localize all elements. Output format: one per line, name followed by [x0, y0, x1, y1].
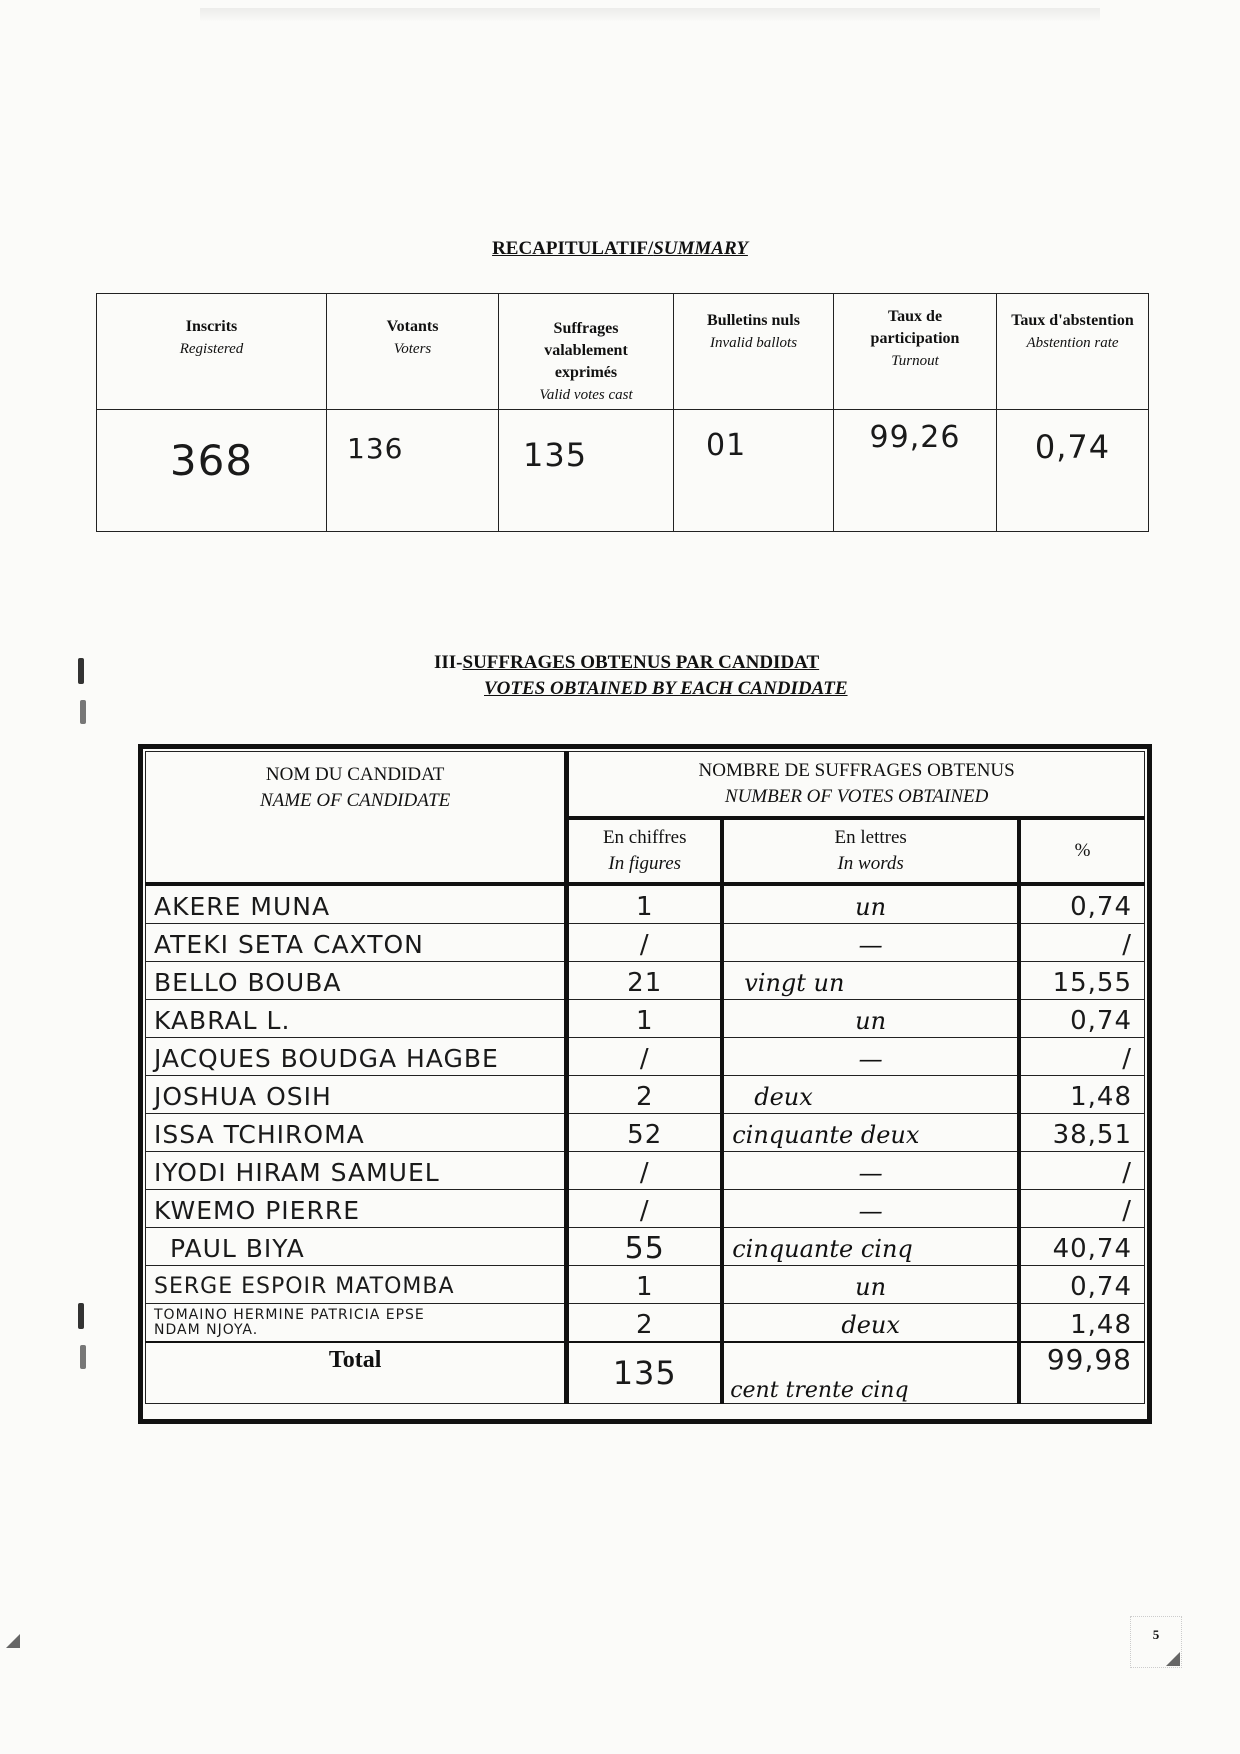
candidate-votes-figures: 2 — [567, 1076, 722, 1114]
candidate-name: SERGE ESPOIR MATOMBA — [146, 1266, 567, 1304]
candidate-votes-figures: 52 — [567, 1114, 722, 1152]
candidate-percent: 0,74 — [1019, 884, 1144, 924]
header-fr: Taux de participation — [870, 308, 960, 347]
candidate-votes-words: — — [722, 924, 1019, 962]
candidate-votes-figures: 55 — [567, 1228, 722, 1266]
candidate-name: PAUL BIYA — [146, 1228, 567, 1266]
candidate-name: KWEMO PIERRE — [146, 1190, 567, 1228]
header-en: Turnout — [891, 353, 939, 369]
candidate-row — [146, 884, 1145, 924]
candidates-table — [145, 751, 1145, 1404]
candidate-percent: / — [1019, 1190, 1144, 1228]
candidate-votes-words: un — [722, 884, 1019, 924]
header-words-fr: En lettres — [834, 827, 907, 848]
candidate-row — [146, 1114, 1145, 1152]
valid-votes-value: 135 — [499, 410, 674, 532]
candidate-votes-figures: 21 — [567, 962, 722, 1000]
summary-header-valid-votes — [499, 294, 674, 410]
candidate-percent: 15,55 — [1019, 962, 1144, 1000]
header-en: Abstention rate — [1026, 335, 1119, 351]
total-votes-figures: 135 — [567, 1342, 722, 1404]
candidate-votes-figures: / — [567, 1038, 722, 1076]
candidate-votes-figures: / — [567, 924, 722, 962]
candidate-votes-words: deux — [722, 1304, 1019, 1343]
total-percent: 99,98 — [1019, 1342, 1144, 1404]
candidate-row — [146, 1304, 1145, 1343]
registered-value: 368 — [97, 410, 327, 532]
header-in-words — [722, 818, 1019, 884]
header-figures-en: In figures — [608, 853, 682, 874]
candidate-row — [146, 1000, 1145, 1038]
candidate-votes-figures: 1 — [567, 884, 722, 924]
header-fr: Taux d'abstention — [1011, 312, 1134, 329]
staple-mark — [78, 658, 84, 684]
candidate-votes-words: cinquante deux — [722, 1114, 1019, 1152]
header-figures-fr: En chiffres — [602, 827, 687, 848]
candidate-percent: / — [1019, 924, 1144, 962]
candidate-row — [146, 1038, 1145, 1076]
summary-title-fr: RECAPITULATIF/ — [492, 238, 654, 259]
candidate-row — [146, 1076, 1145, 1114]
candidate-votes-figures: 1 — [567, 1266, 722, 1304]
page-number: 5 — [1130, 1616, 1182, 1668]
candidate-votes-words: un — [722, 1000, 1019, 1038]
summary-table — [96, 293, 1149, 532]
header-words-en: In words — [837, 853, 904, 874]
page-corner-curl-icon — [1166, 1652, 1180, 1666]
summary-title — [0, 238, 1240, 260]
total-votes-words: cent trente cinq — [722, 1342, 1019, 1404]
candidates-header-row-1 — [146, 752, 1145, 819]
candidate-row — [146, 1190, 1145, 1228]
candidate-name: IYODI HIRAM SAMUEL — [146, 1152, 567, 1190]
header-name-fr: NOM DU CANDIDAT — [265, 764, 445, 785]
candidate-row — [146, 962, 1145, 1000]
header-votes-obtained — [567, 752, 1145, 819]
candidate-votes-figures: / — [567, 1152, 722, 1190]
turnout-value: 99,26 — [834, 410, 997, 532]
staple-mark — [78, 1303, 84, 1329]
candidate-votes-words: vingt un — [722, 962, 1019, 1000]
candidate-votes-words: — — [722, 1038, 1019, 1076]
total-row — [146, 1342, 1145, 1404]
candidate-votes-figures: 2 — [567, 1304, 722, 1343]
summary-header-invalid-ballots — [674, 294, 834, 410]
header-fr: Inscrits — [185, 318, 238, 335]
header-candidate-name — [146, 752, 567, 885]
section-number: III- — [434, 652, 463, 673]
candidate-name: TOMAINO HERMINE PATRICIA EPSE NDAM NJOYA. — [146, 1304, 567, 1343]
summary-header-voters — [327, 294, 499, 410]
header-in-figures — [567, 818, 722, 884]
total-label: Total — [146, 1342, 567, 1404]
header-en: Voters — [393, 341, 432, 357]
candidates-title — [434, 650, 848, 702]
candidate-percent: 0,74 — [1019, 1000, 1144, 1038]
candidate-percent: 1,48 — [1019, 1076, 1144, 1114]
candidate-percent: 38,51 — [1019, 1114, 1144, 1152]
candidate-votes-words: cinquante cinq — [722, 1228, 1019, 1266]
candidate-percent: / — [1019, 1152, 1144, 1190]
candidates-table-frame — [138, 744, 1152, 1424]
summary-header-turnout — [834, 294, 997, 410]
header-percent: % — [1019, 818, 1144, 884]
candidate-row — [146, 924, 1145, 962]
summary-header-abstention — [997, 294, 1149, 410]
candidate-name: JACQUES BOUDGA HAGBE — [146, 1038, 567, 1076]
abstention-value: 0,74 — [997, 410, 1149, 532]
candidate-percent: 1,48 — [1019, 1304, 1144, 1343]
header-en: Registered — [179, 341, 244, 357]
staple-mark — [80, 700, 86, 724]
header-en: Invalid ballots — [709, 335, 798, 351]
candidate-name: BELLO BOUBA — [146, 962, 567, 1000]
header-group-fr: NOMBRE DE SUFFRAGES OBTENUS — [698, 760, 1015, 781]
candidates-title-en: VOTES OBTAINED BY EACH CANDIDATE — [484, 678, 848, 699]
candidate-row — [146, 1228, 1145, 1266]
summary-header-row — [97, 294, 1149, 410]
candidate-name: ISSA TCHIROMA — [146, 1114, 567, 1152]
candidate-name: JOSHUA OSIH — [146, 1076, 567, 1114]
candidate-name: KABRAL L. — [146, 1000, 567, 1038]
candidate-votes-words: — — [722, 1152, 1019, 1190]
summary-values-row — [97, 410, 1149, 532]
candidates-title-fr: SUFFRAGES OBTENUS PAR CANDIDAT — [462, 652, 820, 673]
summary-header-registered — [97, 294, 327, 410]
candidate-row — [146, 1152, 1145, 1190]
invalid-ballots-value: 01 — [674, 410, 834, 532]
header-group-en: NUMBER OF VOTES OBTAINED — [724, 786, 989, 807]
candidate-votes-words: — — [722, 1190, 1019, 1228]
header-fr: Votants — [386, 318, 439, 335]
candidate-votes-words: deux — [722, 1076, 1019, 1114]
staple-mark — [80, 1345, 86, 1369]
header-fr: Suffrages valablement exprimés — [544, 320, 628, 381]
candidate-name: AKERE MUNA — [146, 884, 567, 924]
candidate-votes-words: un — [722, 1266, 1019, 1304]
scan-shadow — [200, 8, 1100, 22]
candidate-percent: 40,74 — [1019, 1228, 1144, 1266]
voters-value: 136 — [327, 410, 499, 532]
header-fr: Bulletins nuls — [707, 312, 800, 329]
candidate-percent: 0,74 — [1019, 1266, 1144, 1304]
summary-title-en: SUMMARY — [653, 238, 748, 259]
header-en: Valid votes cast — [539, 387, 633, 403]
candidate-row — [146, 1266, 1145, 1304]
header-name-en: NAME OF CANDIDATE — [259, 790, 451, 811]
candidate-votes-figures: / — [567, 1190, 722, 1228]
page-corner-curl-icon — [6, 1634, 20, 1648]
candidate-percent: / — [1019, 1038, 1144, 1076]
candidate-votes-figures: 1 — [567, 1000, 722, 1038]
candidate-name: ATEKI SETA CAXTON — [146, 924, 567, 962]
